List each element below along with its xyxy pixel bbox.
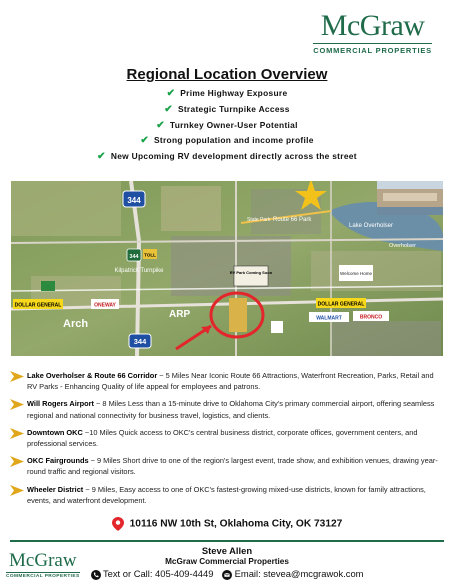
svg-text:WALMART: WALMART — [316, 315, 342, 322]
arrow-icon — [10, 399, 24, 410]
rv-park-label: RV Park Coming Soon — [229, 270, 273, 275]
logo-sub: COMMERCIAL PROPERTIES — [6, 574, 80, 579]
contact-name: Steve Allen — [201, 545, 253, 556]
check-icon: ✔ — [166, 88, 176, 99]
highlight-item: ✔ New Upcoming RV development directly across the street — [97, 151, 357, 163]
feature-item: Downtown OKC ~10 Miles Quick access to OKC's central business district, corporate offices, government centers, and professional services. — [10, 427, 442, 449]
subject-property — [229, 298, 247, 332]
logo-chip — [271, 321, 283, 333]
map-pin-icon — [112, 517, 124, 531]
property-address — [0, 517, 454, 531]
svg-text:ONEWAY: ONEWAY — [94, 302, 116, 309]
shield-344-b — [127, 249, 141, 261]
svg-text:DOLLAR GENERAL: DOLLAR GENERAL — [317, 301, 365, 308]
lake-overholser-label: Lake Overholser — [349, 223, 394, 229]
check-icon: ✔ — [156, 119, 165, 131]
shield-344-a — [123, 191, 145, 207]
arch-label: Arch — [63, 318, 89, 330]
highlight-item: ✔ Prime Highway Exposure — [166, 88, 288, 99]
arrow-icon — [10, 456, 24, 467]
highlight-item: ✔ Strategic Turnpike Access — [164, 103, 290, 115]
overholser-label: Overholser — [389, 243, 416, 249]
check-icon: ✔ — [97, 151, 106, 163]
logo-rule — [313, 43, 432, 44]
arp-label: ARP — [169, 309, 191, 320]
aerial-map-svg — [11, 181, 443, 356]
svg-text:344: 344 — [129, 254, 139, 260]
arrow-icon — [10, 485, 24, 496]
logo-chip — [41, 281, 55, 291]
feature-item: OKC Fairgrounds ~ 9 Miles Short drive to one of the region's largest event, trade show, and exhibition venues, drawing year-round traffic and regional visitors. — [10, 455, 442, 477]
logo-brand: McGraw — [9, 550, 77, 571]
logo-sub: COMMERCIAL PROPERTIES — [313, 46, 432, 55]
contact-block — [60, 545, 394, 580]
address-text: 10116 NW 10th St, Oklahoma City, OK 73127 — [129, 518, 343, 530]
arrow-icon — [10, 428, 24, 439]
phone-icon — [91, 570, 101, 580]
logo-brand: McGraw — [320, 9, 425, 42]
shield-344-c — [129, 334, 151, 348]
contact-line — [60, 567, 394, 580]
contact-company: McGraw Commercial Properties — [165, 557, 289, 566]
check-icon: ✔ — [164, 103, 173, 115]
email-text[interactable]: Email: stevea@mcgrawok.com — [234, 568, 364, 579]
turnpike-label: Kilpatrick Turnpike — [114, 268, 164, 274]
email-icon — [222, 570, 232, 580]
feature-item: Will Rogers Airport ~ 8 Miles Less than a 15-minute drive to Oklahoma City's primary commercial airport, offering seamless regional and national connectivity for business travel, logistics, and clients. — [10, 398, 442, 420]
check-icon: ✔ — [140, 135, 149, 147]
footer-divider — [10, 540, 444, 542]
features-list — [10, 370, 442, 512]
phone-text[interactable]: Text or Call: 405-409-4449 — [102, 568, 214, 579]
rv-park-box — [234, 266, 268, 286]
svg-text:BRONCO: BRONCO — [359, 314, 383, 321]
page-title: Regional Location Overview — [126, 66, 328, 83]
route66-park-label: Route 66 Park — [273, 217, 312, 223]
feature-item: Wheeler District ~ 9 Miles, Easy access to one of OKC's fastest-growing mixed-use districts, known for family attractions, events, and waterfront development. — [10, 484, 442, 506]
svg-text:TOLL: TOLL — [144, 252, 156, 258]
svg-text:344: 344 — [133, 337, 147, 346]
highlight-item: ✔ Strong population and income profile — [140, 135, 314, 147]
highlights-list — [0, 86, 454, 165]
highlight-item: ✔ Turnkey Owner-User Potential — [156, 119, 298, 131]
svg-text:344: 344 — [127, 196, 141, 205]
aerial-map — [11, 181, 443, 356]
svg-text:DOLLAR GENERAL: DOLLAR GENERAL — [14, 302, 62, 309]
arrow-icon — [10, 371, 24, 382]
svg-text:Welcome Home: Welcome Home — [340, 271, 372, 276]
neighborhood-block — [171, 236, 291, 296]
logo-top — [313, 10, 432, 55]
feature-item: Lake Overholser & Route 66 Corridor ~ 5 Miles Near Iconic Route 66 Attractions, Waterfront Recreation, Parks, Retail and RV Parks - Enhancing Quality of life appeal for employees and patrons. — [10, 370, 442, 392]
state-park-label: State Park — [247, 217, 271, 223]
